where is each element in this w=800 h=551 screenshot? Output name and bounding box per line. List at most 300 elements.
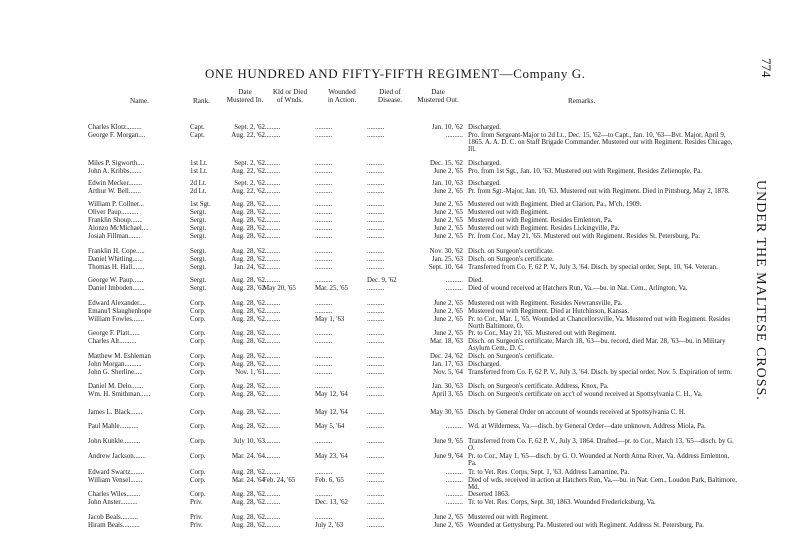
roster-mustered-in: Aug. 28, '62 xyxy=(231,225,265,232)
roster-died-disease: .......... xyxy=(367,409,385,416)
roster-rank: Priv. xyxy=(190,514,203,521)
roster-died-disease: .......... xyxy=(367,188,385,195)
roster-name: Jacob Beals.......... xyxy=(88,514,138,521)
roster-died-disease: .......... xyxy=(367,423,385,430)
roster-mustered-in: Mar. 24, '64 xyxy=(231,453,265,460)
roster-killed: .......... xyxy=(263,453,281,460)
roster-wounded: .......... xyxy=(315,308,333,315)
roster-rank: Sergt. xyxy=(190,209,207,216)
roster-mustered-out: June 2, '65 xyxy=(433,522,463,529)
roster-rank: Corp. xyxy=(190,300,206,307)
roster-mustered-out: June 2, '65 xyxy=(433,233,463,240)
roster-wounded: May 1, '63 xyxy=(315,316,345,323)
roster-remarks: Disch. on Surgeon's certificate. Address, Knox, Pa. xyxy=(468,383,609,390)
roster-wounded: .......... xyxy=(315,277,333,284)
roster-remarks: Pr. to Cor., May 1, '65—disch. by G. O. Wounded at North Anna River, Va. Address Emlenton, Pa. xyxy=(468,453,730,467)
roster-died-disease: .......... xyxy=(367,201,385,208)
roster-wounded: May 23, '64 xyxy=(315,453,348,460)
roster-mustered-in: Mar. 24, '64 xyxy=(231,477,265,484)
roster-remarks: Transferred from Co. F, 62 P. V., July 3, '64. Disch. by special order, Sept. 10, '64. Veteran. xyxy=(468,264,718,271)
roster-rank: 1st Lt. xyxy=(190,160,208,167)
roster-remarks: Died of wds. received in action at Hatchers Run, Va.—bu. in Nat. Cem., Loudon Park, Baltimore, Md. xyxy=(468,477,737,491)
roster-remarks: Mustered out with Regiment. Resides Emlenton, Pa. xyxy=(468,217,613,224)
table-row xyxy=(0,370,800,380)
roster-died-disease: .......... xyxy=(367,438,385,445)
roster-died-disease: .......... xyxy=(367,391,385,398)
roster-name: Matthew M. Eshleman xyxy=(88,353,151,360)
roster-mustered-out: June 2, '65 xyxy=(433,300,463,307)
roster-killed: Feb. 24, '65 xyxy=(263,477,296,484)
roster-died-disease: .......... xyxy=(367,308,385,315)
roster-name: George F. Platt...... xyxy=(88,330,140,337)
roster-name: James L. Black....... xyxy=(88,409,143,416)
roster-killed: .......... xyxy=(263,499,281,506)
roster-died-disease: .......... xyxy=(367,469,385,476)
roster-killed: .......... xyxy=(263,300,281,307)
roster-name: William P. Collner... xyxy=(88,201,144,208)
roster-died-disease: .......... xyxy=(367,338,385,345)
roster-rank: Sergt. xyxy=(190,217,207,224)
roster-mustered-in: Aug. 28, '62 xyxy=(231,330,265,337)
table-row xyxy=(0,392,800,402)
roster-remarks: Pr. from Sgt.-Major, Jan. 10, '63. Mustered out with Regiment. Died in Pittsburg, May 2, 1878. xyxy=(468,188,730,195)
roster-killed: .......... xyxy=(263,264,281,271)
roster-rank: 2d Lt. xyxy=(190,188,207,195)
roster-remarks: Disch. on Surgeon's certificate on acc't of wound received at Spottsylvania C. H., Va. xyxy=(468,391,703,398)
roster-rank: Corp. xyxy=(190,423,206,430)
roster-mustered-in: Sept. 2, '62 xyxy=(234,124,265,131)
roster-killed: .......... xyxy=(263,217,281,224)
roster-rank: Corp. xyxy=(190,330,206,337)
roster-mustered-in: Aug. 28, '62 xyxy=(231,383,265,390)
table-row xyxy=(0,523,800,533)
roster-mustered-in: Aug. 28, '62 xyxy=(231,209,265,216)
roster-mustered-in: July 10, '63 xyxy=(233,438,265,445)
roster-killed: .......... xyxy=(263,383,281,390)
roster-killed: .......... xyxy=(263,308,281,315)
roster-killed: May 20, '65 xyxy=(263,285,296,292)
roster-killed: .......... xyxy=(263,256,281,263)
roster-mustered-out: .......... xyxy=(445,469,463,476)
roster-mustered-in: Aug. 22, '62 xyxy=(231,168,265,175)
roster-killed: .......... xyxy=(263,188,281,195)
roster-wounded: .......... xyxy=(315,217,333,224)
roster-mustered-out: June 9, '64 xyxy=(433,453,463,460)
roster-killed: .......... xyxy=(263,522,281,529)
roster-mustered-in: Aug. 28, '62 xyxy=(231,316,265,323)
roster-died-disease: .......... xyxy=(367,369,385,376)
roster-remarks: Discharged. xyxy=(468,180,501,187)
roster-died-disease: .......... xyxy=(367,217,385,224)
roster-mustered-out: Jan. 30, '63 xyxy=(431,383,463,390)
roster-wounded: .......... xyxy=(315,201,333,208)
roster-rank: Capt. xyxy=(190,124,205,131)
roster-wounded: .......... xyxy=(315,438,333,445)
roster-wounded: May 5, '64 xyxy=(315,423,345,430)
roster-name: Alonzo McMichael.... xyxy=(88,225,149,232)
roster-name: Charles Wiles........ xyxy=(88,491,141,498)
header-name: Name. xyxy=(130,97,149,105)
roster-killed: .......... xyxy=(263,180,281,187)
roster-killed: .......... xyxy=(263,168,281,175)
roster-mustered-in: Aug. 28, '62 xyxy=(231,353,265,360)
table-row xyxy=(0,477,800,491)
roster-killed: .......... xyxy=(263,361,281,368)
roster-rank: Priv. xyxy=(190,499,203,506)
roster-mustered-in: Aug. 28, '62 xyxy=(231,423,265,430)
roster-wounded: .......... xyxy=(315,330,333,337)
roster-mustered-out: May 30, '65 xyxy=(430,409,463,416)
roster-mustered-out: June 2, '65 xyxy=(433,308,463,315)
roster-name: Edward Alexander.... xyxy=(88,300,146,307)
roster-mustered-out: Nov. 5, '64 xyxy=(433,369,463,376)
header-mustered-in: Date Mustered In. xyxy=(226,88,264,104)
roster-rank: 2d Lt. xyxy=(190,180,207,187)
roster-died-disease: .......... xyxy=(367,209,385,216)
roster-name: John Kunkle.......... xyxy=(88,438,141,445)
roster-mustered-in: Aug. 28, '62 xyxy=(231,233,265,240)
roster-wounded: .......... xyxy=(315,383,333,390)
table-row xyxy=(0,286,800,296)
roster-mustered-in: Aug. 28, '62 xyxy=(231,256,265,263)
roster-mustered-out: June 9, '65 xyxy=(433,438,463,445)
roster-killed: .......... xyxy=(263,248,281,255)
roster-mustered-in: Sept. 2, '62 xyxy=(234,160,265,167)
roster-name: Josiah Fillman....... xyxy=(88,233,141,240)
roster-wounded: July 2, '63 xyxy=(315,522,344,529)
roster-mustered-out: .......... xyxy=(445,477,463,484)
roster-rank: Sergt. xyxy=(190,277,207,284)
roster-died-disease: .......... xyxy=(367,361,385,368)
roster-mustered-out: June 2, '65 xyxy=(433,188,463,195)
roster-rank: Corp. xyxy=(190,361,206,368)
roster-remarks: Deserted 1863. xyxy=(468,491,510,498)
table-row xyxy=(0,132,800,153)
roster-wounded: .......... xyxy=(315,209,333,216)
roster-name: John Anster.......... xyxy=(88,499,138,506)
roster-remarks: Tr. to Vet. Res. Corps, Sept. 1, '63. Address Lamartine, Pa. xyxy=(468,469,630,476)
roster-mustered-out: June 2, '65 xyxy=(433,201,463,208)
roster-mustered-in: Aug. 28, '62 xyxy=(231,391,265,398)
roster-killed: .......... xyxy=(263,225,281,232)
roster-wounded: .......... xyxy=(315,188,333,195)
roster-died-disease: .......... xyxy=(367,180,385,187)
roster-mustered-out: .......... xyxy=(445,423,463,430)
roster-wounded: .......... xyxy=(315,168,333,175)
roster-died-disease: .......... xyxy=(367,330,385,337)
roster-remarks: Discharged. xyxy=(468,160,501,167)
roster-rank: Capt. xyxy=(190,132,205,139)
roster-remarks: Mustered out with Regiment. xyxy=(468,209,549,216)
roster-died-disease: .......... xyxy=(367,353,385,360)
roster-died-disease: .......... xyxy=(367,514,385,521)
roster-wounded: .......... xyxy=(315,369,333,376)
roster-wounded: .......... xyxy=(315,491,333,498)
roster-name: Emanu'l Slaughenhope xyxy=(88,308,152,315)
roster-mustered-out: Jan. 10, '63 xyxy=(431,180,463,187)
roster-killed: .......... xyxy=(263,491,281,498)
header-wounded: Wounded in Action. xyxy=(327,88,357,104)
roster-died-disease: .......... xyxy=(367,477,385,484)
roster-wounded: .......... xyxy=(315,469,333,476)
roster-rank: Corp. xyxy=(190,469,206,476)
roster-remarks: Discharged. xyxy=(468,361,501,368)
roster-name: Edwin Mecker........ xyxy=(88,180,143,187)
roster-remarks: Mustered out with Regiment. Died at Clarion, Pa., M'ch, 1909. xyxy=(468,201,642,208)
roster-mustered-out: Dec. 24, '62 xyxy=(429,353,463,360)
roster-died-disease: .......... xyxy=(367,160,385,167)
roster-wounded: .......... xyxy=(315,338,333,345)
header-killed: Kld or Died of Wnds. xyxy=(272,88,308,104)
table-row xyxy=(0,410,800,420)
roster-mustered-out: Mar. 18, '63 xyxy=(429,338,463,345)
roster-mustered-in: Aug. 28, '62 xyxy=(231,469,265,476)
roster-name: Franklin Shoup....... xyxy=(88,217,143,224)
roster-died-disease: .......... xyxy=(367,316,385,323)
roster-name: Wm. H. Smithman...... xyxy=(88,391,151,398)
roster-mustered-in: Aug. 28, '62 xyxy=(231,499,265,506)
roster-name: John G. Sherline..... xyxy=(88,369,143,376)
roster-name: Edward Swartz........ xyxy=(88,469,145,476)
roster-mustered-out: Nov. 30, '62 xyxy=(429,248,463,255)
roster-name: William Fowles....... xyxy=(88,316,144,323)
roster-rank: Corp. xyxy=(190,491,206,498)
roster-died-disease: .......... xyxy=(367,168,385,175)
roster-mustered-out: Jan. 17, '63 xyxy=(431,361,463,368)
table-row xyxy=(0,500,800,510)
roster-killed: .......... xyxy=(263,423,281,430)
roster-mustered-in: Aug. 28, '62 xyxy=(231,285,265,292)
roster-rank: Corp. xyxy=(190,477,206,484)
roster-mustered-in: Aug. 28, '62 xyxy=(231,248,265,255)
roster-rank: Sergt. xyxy=(190,225,207,232)
roster-mustered-in: Aug. 22, '62 xyxy=(231,188,265,195)
roster-remarks: Tr. to Vet. Res. Corps, Sept. 30, 1863. Wounded Fredericksburg, Va. xyxy=(468,499,656,506)
roster-mustered-out: Dec. 15, '62 xyxy=(429,160,463,167)
roster-name: Paul Mahle........... xyxy=(88,423,139,430)
roster-mustered-in: Aug. 28, '62 xyxy=(231,277,265,284)
roster-mustered-out: June 2, '65 xyxy=(433,168,463,175)
roster-remarks: Transferred from Co. F, 62 P. V., July 3, '64. Disch. by special order, Nov. 5. Expiration of term. xyxy=(468,369,732,376)
roster-wounded: .......... xyxy=(315,353,333,360)
roster-wounded: .......... xyxy=(315,300,333,307)
roster-wounded: .......... xyxy=(315,132,333,139)
roster-mustered-out: .......... xyxy=(445,491,463,498)
roster-rank: 1st Lt. xyxy=(190,168,208,175)
roster-died-disease: .......... xyxy=(367,225,385,232)
roster-rank: Corp. xyxy=(190,338,206,345)
roster-mustered-in: Aug. 28, '62 xyxy=(231,361,265,368)
roster-remarks: Mustered out with Regiment. Resides Lickingville, Pa. xyxy=(468,225,620,232)
roster-mustered-in: Aug. 28, '62 xyxy=(231,300,265,307)
roster-wounded: May 12, '64 xyxy=(315,391,348,398)
roster-remarks: Pro. from 1st Sgt., Jan. 10, '63. Mustered out with Regiment. Resides Zelienople, Pa. xyxy=(468,168,702,175)
roster-rank: Corp. xyxy=(190,453,206,460)
roster-died-disease: .......... xyxy=(367,300,385,307)
roster-died-disease: .......... xyxy=(367,132,385,139)
roster-died-disease: .......... xyxy=(367,499,385,506)
roster-killed: .......... xyxy=(263,201,281,208)
roster-died-disease: .......... xyxy=(367,248,385,255)
roster-wounded: .......... xyxy=(315,256,333,263)
roster-mustered-out: June 2, '65 xyxy=(433,217,463,224)
roster-wounded: .......... xyxy=(315,264,333,271)
roster-mustered-in: Aug. 28, '62 xyxy=(231,217,265,224)
roster-killed: .......... xyxy=(263,353,281,360)
roster-mustered-in: Aug. 28, '62 xyxy=(231,522,265,529)
roster-remarks: Pr. to Cor., May 21, '65. Mustered out with Regiment. xyxy=(468,330,617,337)
roster-killed: .......... xyxy=(263,233,281,240)
roster-mustered-out: .......... xyxy=(445,132,463,139)
roster-name: Andrew Jackson....... xyxy=(88,453,146,460)
table-row xyxy=(0,234,800,244)
roster-name: Franklin H. Cope..... xyxy=(88,248,145,255)
roster-name: Thomas H. Hall....... xyxy=(88,264,145,271)
roster-wounded: .......... xyxy=(315,160,333,167)
page-number: 774 xyxy=(759,58,774,78)
roster-mustered-in: Aug. 28, '62 xyxy=(231,491,265,498)
roster-mustered-out: April 3, '65 xyxy=(431,391,463,398)
roster-name: William Vensel....... xyxy=(88,477,143,484)
roster-killed: .......... xyxy=(263,316,281,323)
roster-remarks: Disch. on Surgeon's certificate, March 18, '63—bu. record, died Mar. 28, '63—bu. in Military Asylum Cem., D. C. xyxy=(468,338,726,352)
roster-rank: Sergt. xyxy=(190,248,207,255)
roster-name: George F. Morgan.... xyxy=(88,132,146,139)
roster-mustered-in: Aug. 28, '62 xyxy=(231,201,265,208)
header-rank: Rank. xyxy=(193,97,210,105)
roster-remarks: Disch. by General Order on account of wounds received at Spottsylvania C. H. xyxy=(468,409,686,416)
roster-mustered-in: Aug. 28, '62 xyxy=(231,409,265,416)
roster-wounded: .......... xyxy=(315,514,333,521)
header-died-disease: Died of Disease. xyxy=(377,88,403,104)
roster-mustered-out: June 2, '65 xyxy=(433,514,463,521)
roster-wounded: .......... xyxy=(315,248,333,255)
roster-name: John Morgan.......... xyxy=(88,361,142,368)
roster-name: Oliver Paup.......... xyxy=(88,209,139,216)
roster-died-disease: .......... xyxy=(367,124,385,131)
roster-name: Daniel M. Delo....... xyxy=(88,383,144,390)
roster-wounded: May 12, '64 xyxy=(315,409,348,416)
roster-killed: .......... xyxy=(263,514,281,521)
roster-mustered-out: .......... xyxy=(445,277,463,284)
roster-name: Miles P. Sigworth.... xyxy=(88,160,145,167)
roster-remarks: Disch. on Surgeon's certificate. xyxy=(468,248,554,255)
roster-remarks: Pr. to Cor., Mar. 1, '65. Wounded at Chancellorsville, Va. Mustered out with Regiment. Resides North Baltimore, O. xyxy=(468,316,731,330)
roster-mustered-in: Aug. 22, '62 xyxy=(231,132,265,139)
roster-died-disease: .......... xyxy=(367,491,385,498)
table-row xyxy=(0,424,800,434)
roster-mustered-in: Jan. 24, '62 xyxy=(233,264,265,271)
roster-wounded: Feb. 6, '65 xyxy=(315,477,344,484)
roster-died-disease: .......... xyxy=(367,264,385,271)
roster-rank: Sergt. xyxy=(190,256,207,263)
roster-wounded: .......... xyxy=(315,225,333,232)
roster-remarks: Discharged. xyxy=(468,124,501,131)
roster-wounded: Mar. 25, '65 xyxy=(315,285,349,292)
roster-died-disease: .......... xyxy=(367,256,385,263)
header-mustered-out: Date Mustered Out. xyxy=(417,88,459,104)
roster-wounded: .......... xyxy=(315,180,333,187)
roster-died-disease: Dec. 9, '62 xyxy=(367,277,397,284)
roster-remarks: Died. xyxy=(468,277,484,284)
roster-remarks: Disch. on Surgeon's certificate. xyxy=(468,256,554,263)
table-row xyxy=(0,265,800,275)
roster-mustered-out: .......... xyxy=(445,285,463,292)
roster-remarks: Mustered out with Regiment. Died at Hutchinson, Kansas. xyxy=(468,308,630,315)
roster-name: Charles Alt.......... xyxy=(88,338,137,345)
roster-killed: .......... xyxy=(263,391,281,398)
roster-killed: .......... xyxy=(263,338,281,345)
roster-name: John A. Kribbs....... xyxy=(88,168,142,175)
roster-died-disease: .......... xyxy=(367,522,385,529)
roster-killed: .......... xyxy=(263,369,281,376)
roster-rank: Corp. xyxy=(190,409,206,416)
roster-remarks: Transferred from Co. F, 62 P. V., July 3, 1864. Drafted—pr. to Cor., March 13, '65—disch. by G. O. xyxy=(468,438,734,452)
roster-remarks: Pr. from Cor., May 21, '65. Mustered out with Regiment. Resides St. Petersburg, Pa. xyxy=(468,233,700,240)
roster-rank: Corp. xyxy=(190,308,206,315)
roster-remarks: Died of wound received at Hatchers Run, Va.—bu. in Nat. Cem., Arlington, Va. xyxy=(468,285,688,292)
table-row xyxy=(0,453,800,467)
header-remarks: Remarks. xyxy=(568,97,596,105)
roster-rank: 1st Sgt. xyxy=(190,201,211,208)
roster-mustered-out: Jan. 10, '62 xyxy=(431,124,463,131)
roster-mustered-in: Sept. 2, '62 xyxy=(234,180,265,187)
roster-rank: Corp. xyxy=(190,383,206,390)
roster-wounded: .......... xyxy=(315,124,333,131)
roster-remarks: Wd. at Wilderness, Va.—disch. by General Order—date unknown. Address Miola, Pa. xyxy=(468,423,706,430)
running-side-title: UNDER THE MALTESE CROSS. xyxy=(753,180,768,401)
roster-killed: .......... xyxy=(263,209,281,216)
roster-died-disease: .......... xyxy=(367,285,385,292)
roster-name: Hiram Beals.......... xyxy=(88,522,140,529)
roster-name: Daniel Imboden....... xyxy=(88,285,145,292)
roster-rank: Sergt. xyxy=(190,285,207,292)
roster-rank: Sergt. xyxy=(190,233,207,240)
roster-wounded: .......... xyxy=(315,233,333,240)
roster-mustered-out: .......... xyxy=(445,499,463,506)
roster-mustered-in: Aug. 28, '62 xyxy=(231,308,265,315)
roster-mustered-in: Nov. 1, '61 xyxy=(235,369,265,376)
roster-remarks: Mustered out with Regiment. Resides Newransville, Pa. xyxy=(468,300,623,307)
roster-killed: .......... xyxy=(263,409,281,416)
roster-rank: Corp. xyxy=(190,353,206,360)
roster-wounded: .......... xyxy=(315,361,333,368)
roster-killed: .......... xyxy=(263,277,281,284)
table-row xyxy=(0,169,800,179)
roster-rank: Corp. xyxy=(190,316,206,323)
roster-mustered-in: Aug. 28, '62 xyxy=(231,514,265,521)
roster-killed: .......... xyxy=(263,330,281,337)
roster-killed: .......... xyxy=(263,160,281,167)
table-row xyxy=(0,316,800,330)
roster-wounded: Dec. 13, '62 xyxy=(315,499,349,506)
page-title: ONE HUNDRED AND FIFTY-FIFTH REGIMENT—Company G. xyxy=(205,66,586,81)
roster-remarks: Wounded at Gettysburg, Pa. Mustered out with Regiment. Address St. Petersburg, Pa. xyxy=(468,522,704,529)
table-row xyxy=(0,189,800,199)
roster-name: George W. Paup...... xyxy=(88,277,144,284)
roster-killed: .......... xyxy=(263,469,281,476)
roster-killed: .......... xyxy=(263,124,281,131)
roster-died-disease: .......... xyxy=(367,233,385,240)
roster-died-disease: .......... xyxy=(367,453,385,460)
roster-remarks: Mustered out with Regiment. xyxy=(468,514,549,521)
roster-rank: Corp. xyxy=(190,369,206,376)
roster-remarks: Pro. from Sergeant-Major to 2d Lt., Dec. 15, '62—to Capt., Jan. 10, '63—Bvt. Major, April 9, 1865. A. A. D. C. on Staff Brigade Commander. Mustered out with Regiment. Resides Chicago, Ill. xyxy=(468,132,733,153)
roster-mustered-out: June 2, '65 xyxy=(433,330,463,337)
roster-name: Charles Klotz......... xyxy=(88,124,142,131)
roster-died-disease: .......... xyxy=(367,383,385,390)
roster-remarks: Disch. on Surgeon's certificate. xyxy=(468,353,554,360)
